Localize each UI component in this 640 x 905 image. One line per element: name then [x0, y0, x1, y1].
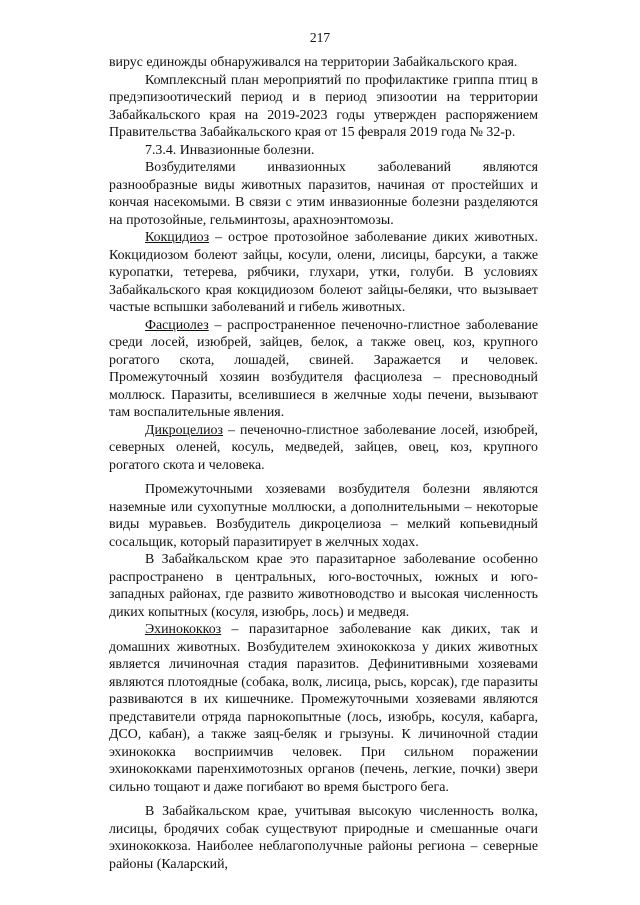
paragraph-text: – распространенное печеночно-глистное заболевание среди лосей, изюбрей, зайцев, белок, а также овец, коз, крупного рогатого скота, лошадей, свиней. Заражается и человек. Промежуточный хозяин возбудителя фасциолеза – пресноводный моллюск. Паразиты, вселившиеся в желчные ходы печени, вызывают там воспалительные явления.	[109, 317, 538, 420]
paragraph-text: – печеночно-глистное заболевание лосей, изюбрей, северных оленей, косуль, медведей, зайцев, овец, коз, крупного рогатого скота и человека.	[109, 422, 538, 473]
paragraph	[109, 621, 538, 796]
paragraph-text: Возбудителями инвазионных заболеваний являются разнообразные виды животных паразитов, начиная от простейших и кончая насекомыми. В связи с этим инвазионные болезни разделяются на протозойные, гельминтозы, арахноэнтомозы.	[109, 160, 538, 228]
paragraph-text: Промежуточными хозяевами возбудителя болезни являются наземные или сухопутные моллюски, а дополнительными – некоторые виды муравьев. Возбудитель дикроцелиоза – мелкий копьевидный сосальщик, который паразитирует в желчных ходах.	[109, 482, 538, 550]
paragraph	[109, 159, 538, 229]
term-dicrocoeliasis: Дикроцелиоз	[145, 422, 223, 438]
paragraph-text: – острое протозойное заболевание диких животных. Кокцидиозом болеют зайцы, косули, олени, лисицы, барсуки, а также куропатки, тетерева, рябчики, глухари, утки, голуби. В условиях Забайкальского края кокцидиозом болеют зайцы-беляки, что вызывает частые вспышки заболеваний и гибель животных.	[109, 230, 538, 315]
paragraph	[109, 422, 538, 475]
section-heading-text: 7.3.4. Инвазионные болезни.	[145, 142, 315, 158]
paragraph-text: Комплексный план мероприятий по профилактике гриппа птиц в предэпизоотический период и в период эпизоотии на территории Забайкальского края на 2019-2023 годы утвержден распоряжением Правительства Забайкальского края от 15 февраля 2019 года № 32-р.	[109, 72, 538, 140]
paragraph	[109, 481, 538, 551]
term-coccidiosis: Кокцидиоз	[145, 230, 210, 245]
term-fascioliasis: Фасциолез	[145, 317, 209, 333]
page-number: 217	[309, 30, 331, 45]
paragraph	[109, 54, 538, 72]
paragraph	[109, 72, 538, 142]
paragraph-text: В Забайкальском крае это паразитарное заболевание особенно распространено в центральных, юго-восточных, южных и юго-западных районах, где развито животноводство и высокая численность диких копытных (косуля, изюбрь, лось) и медведя.	[109, 552, 538, 620]
section-heading	[109, 142, 538, 160]
body-text	[109, 54, 538, 873]
paragraph	[109, 803, 538, 873]
paragraph	[109, 229, 538, 317]
paragraph-text: – паразитарное заболевание как диких, так и домашних животных. Возбудителем эхинококкоза у диких животных является личиночная стадия паразитов. Дефинитивными хозяевами являются плотоядные (собака, волк, лисица, рысь, корсак), где паразиты развиваются в их кишечнике. Промежуточными хозяевами являются представители отряда парнокопытные (лось, изюбрь, косуля, кабарга, ДСО, кабан), а также заяц-беляк и грызуны. К личиночной стадии эхинококка восприимчив человек. При сильном поражении эхинококками паренхимотозных органов (печень, легкие, почки) звери сильно тощают и даже погибают во время быстрого бега.	[109, 622, 538, 795]
term-echinococcosis: Эхинококкоз	[145, 622, 222, 637]
paragraph	[109, 317, 538, 422]
paragraph-text: В Забайкальском крае, учитывая высокую численность волка, лисицы, бродячих собак существуют природные и смешанные очаги эхинококкоза. Наиболее неблагополучные районы региона – северные районы (Каларский,	[109, 804, 538, 872]
paragraph	[109, 551, 538, 621]
paragraph-text: вирус единожды обнаруживался на территории Забайкальского края.	[109, 55, 518, 70]
